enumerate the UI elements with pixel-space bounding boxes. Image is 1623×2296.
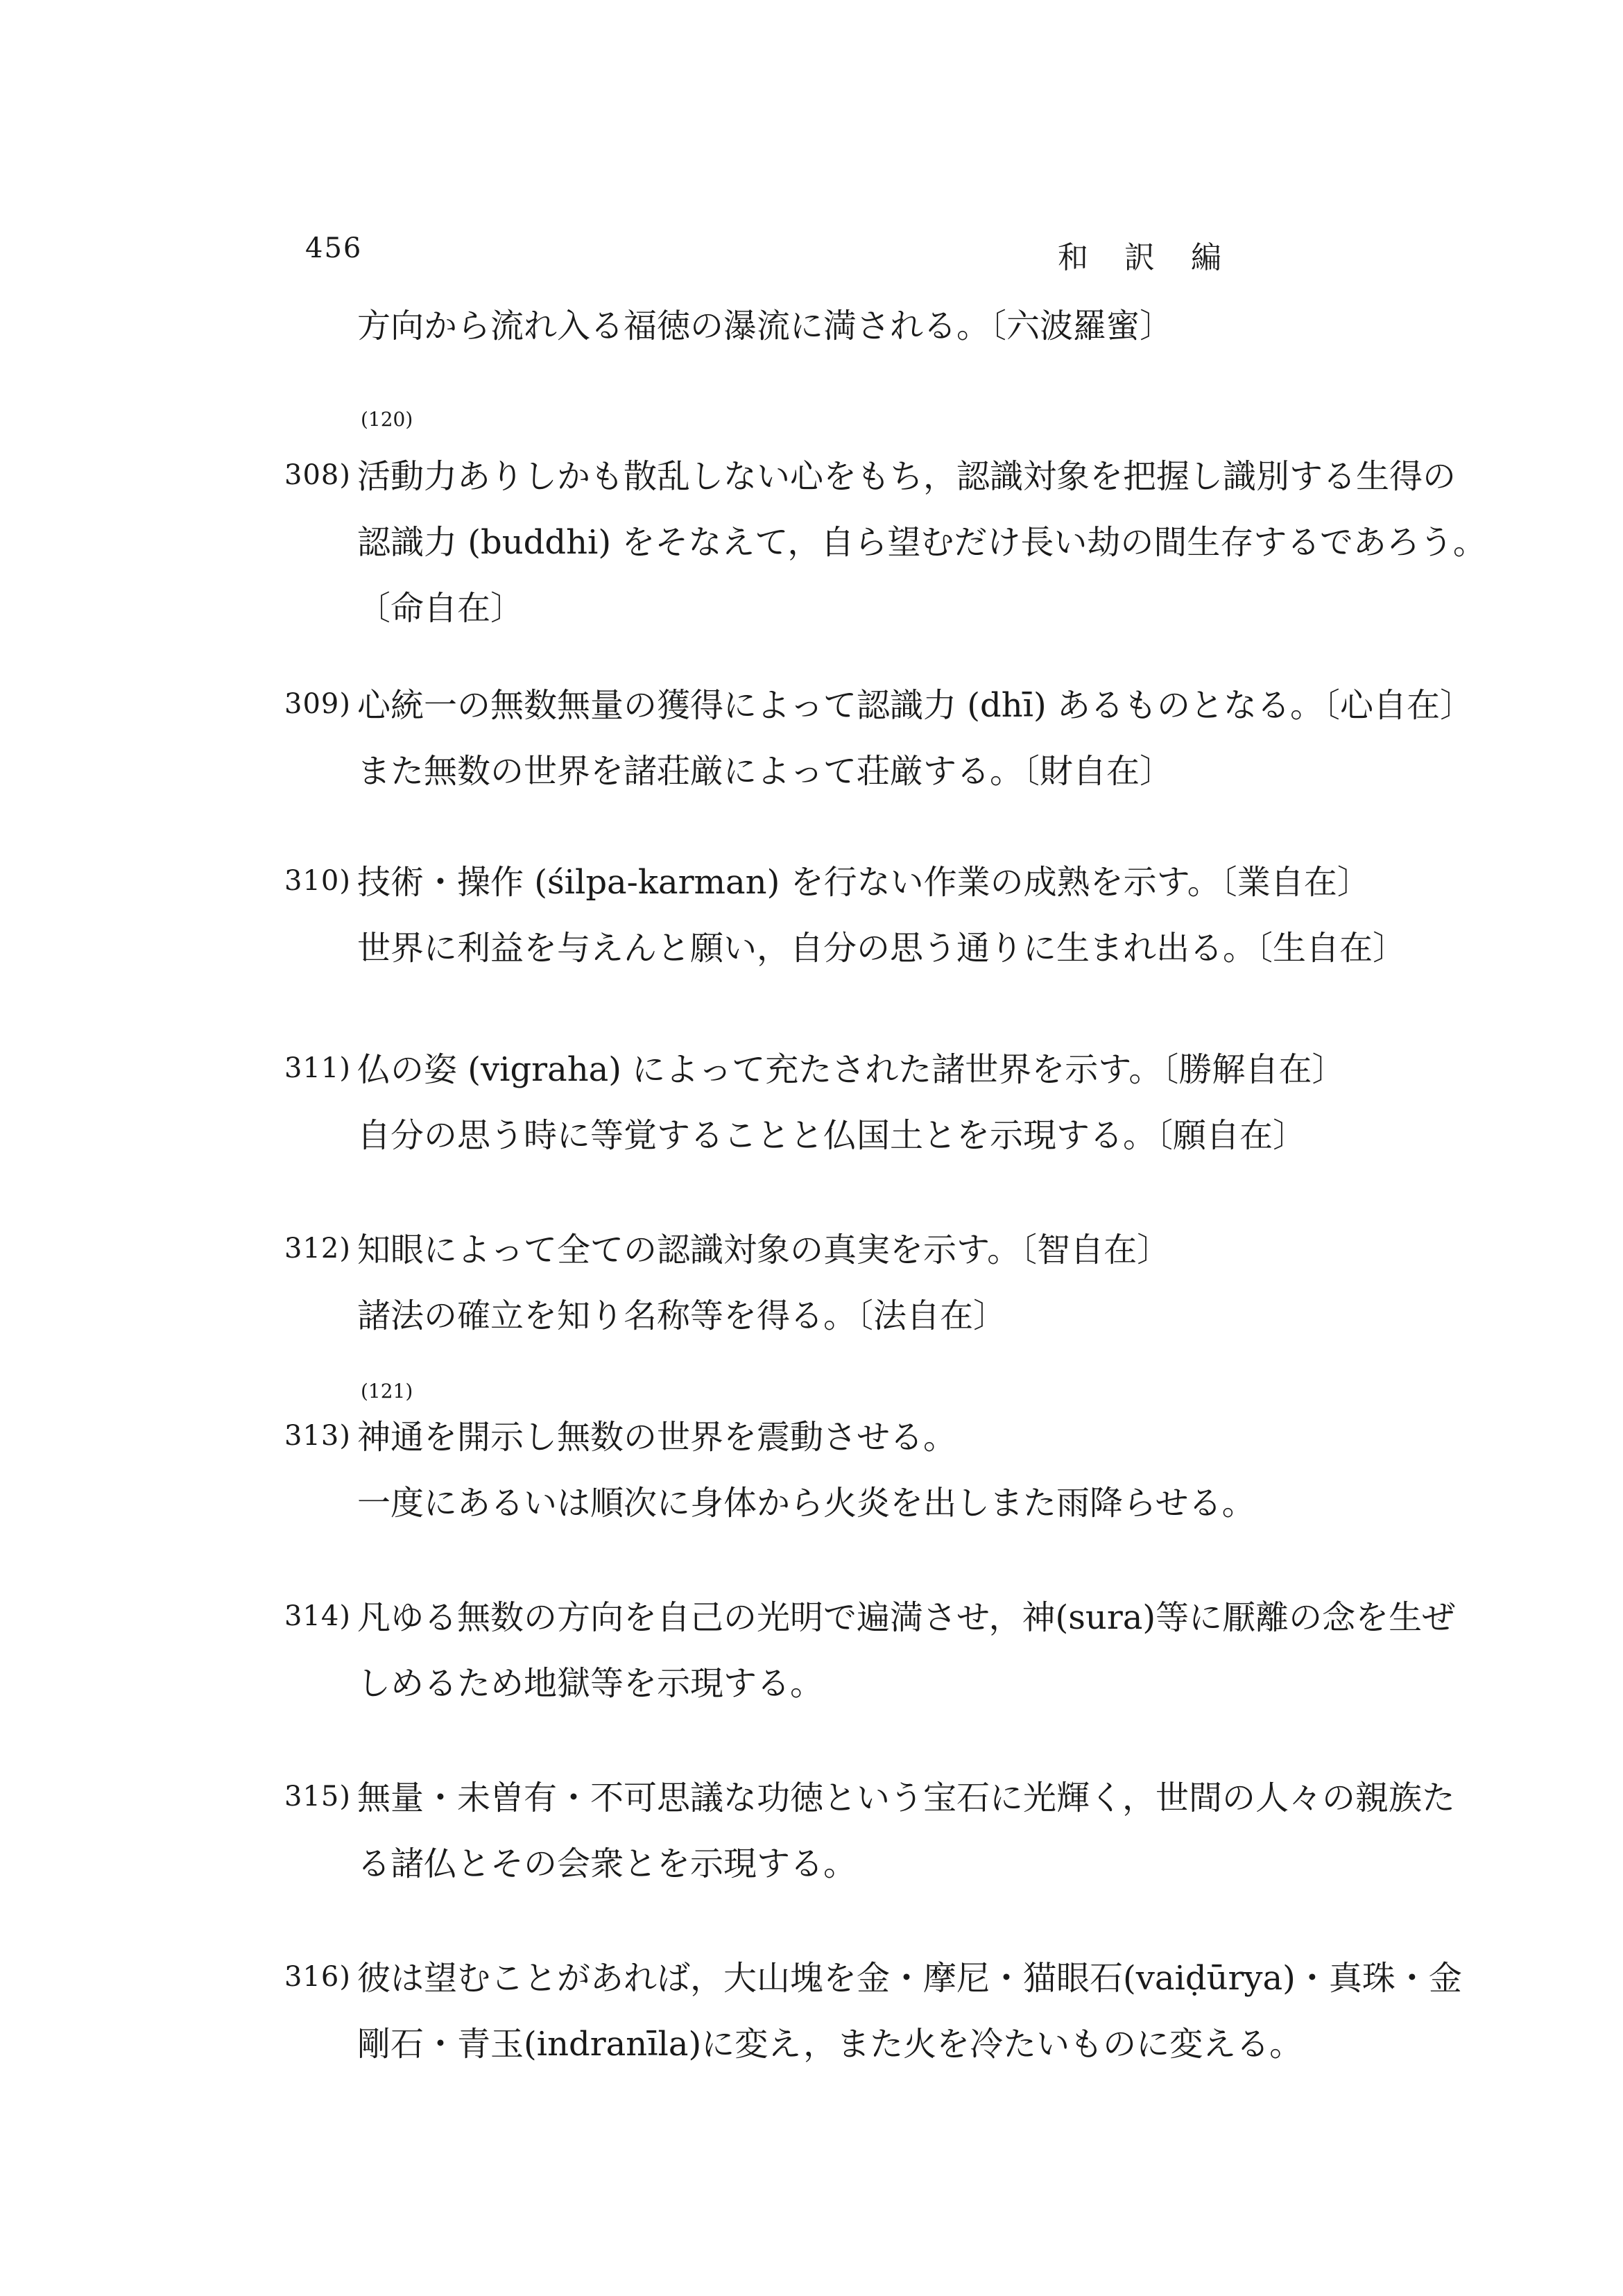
entry-line: 認識力 (buddhi) をそなえて，自ら望むだけ長い劫の間生存するであろう。 <box>357 523 1486 562</box>
entry-line: 仏の姿 (vigraha) によって充たされた諸世界を示す。〔勝解自在〕 <box>357 1050 1346 1089</box>
entry-number: 308) <box>284 459 351 491</box>
entry-line: 剛石・青玉(indranīla)に変え，また火を冷たいものに変える。 <box>357 2025 1303 2064</box>
entry-line: 一度にあるいは順次に身体から火炎を出しまた雨降らせる。 <box>357 1484 1255 1523</box>
entry-line: 無量・未曽有・不可思議な功徳という宝石に光輝く，世間の人々の親族た <box>357 1779 1456 1817</box>
page-header <box>305 232 1498 274</box>
entry-line: 〔命自在〕 <box>357 589 524 628</box>
note-reference: (120) <box>361 408 413 431</box>
entry-number: 315) <box>284 1781 351 1813</box>
entry-number: 316) <box>284 1961 351 1993</box>
entry-line: 世界に利益を与えんと願い，自分の思う通りに生まれ出る。〔生自在〕 <box>357 929 1407 968</box>
running-head: 和訳編 <box>1058 240 1257 275</box>
entry-number: 314) <box>284 1600 351 1632</box>
entry-text <box>357 1217 1170 1349</box>
entry-number: 310) <box>284 865 351 897</box>
entry-text <box>357 1765 1455 1897</box>
entry-line: また無数の世界を諸荘厳によって荘厳する。〔財自在〕 <box>357 752 1174 791</box>
page-number: 456 <box>305 232 363 264</box>
entry-line: しめるため地獄等を示現する。 <box>357 1664 824 1703</box>
entry-text <box>357 1405 1255 1536</box>
entry-text <box>357 1946 1462 2077</box>
continuation-line: 方向から流れ入る福徳の瀑流に満される。〔六波羅蜜〕 <box>357 307 1174 345</box>
entry-line: 自分の思う時に等覚することと仏国土とを示現する。〔願自在〕 <box>357 1116 1307 1155</box>
entry-number: 313) <box>284 1420 351 1452</box>
entry-line: 技術・操作 (śilpa-karman) を行ない作業の成熟を示す。〔業自在〕 <box>357 863 1371 902</box>
entry-number: 312) <box>284 1233 351 1265</box>
entry-text <box>357 673 1473 805</box>
entry-number: 309) <box>284 688 351 720</box>
entry-number: 311) <box>284 1052 351 1084</box>
entry-text <box>357 1585 1455 1717</box>
entry-line: 心統一の無数無量の獲得によって認識力 (dhī) あるものとなる。〔心自在〕 <box>357 686 1473 725</box>
entry-line: る諸仏とその会衆とを示現する。 <box>357 1844 857 1883</box>
entry-line: 神通を開示し無数の世界を震動させる。 <box>357 1418 957 1457</box>
entry-line: 彼は望むことがあれば，大山塊を金・摩尼・猫眼石(vaiḍūrya)・真珠・金 <box>357 1959 1462 1998</box>
entry-line: 諸法の確立を知り名称等を得る。〔法自在〕 <box>357 1296 1007 1335</box>
entry-line: 凡ゆる無数の方向を自己の光明で遍満させ，神(sura)等に厭離の念を生ぜ <box>357 1598 1456 1637</box>
entry-line: 活動力ありしかも散乱しない心をもち，認識対象を把握し識別する生得の <box>357 457 1457 496</box>
entry-text <box>357 850 1406 982</box>
note-reference: (121) <box>361 1380 413 1403</box>
entry-text <box>357 1037 1345 1169</box>
entry-line: 知眼によって全ての認識対象の真実を示す。〔智自在〕 <box>357 1231 1171 1269</box>
entry-text <box>357 444 1486 642</box>
